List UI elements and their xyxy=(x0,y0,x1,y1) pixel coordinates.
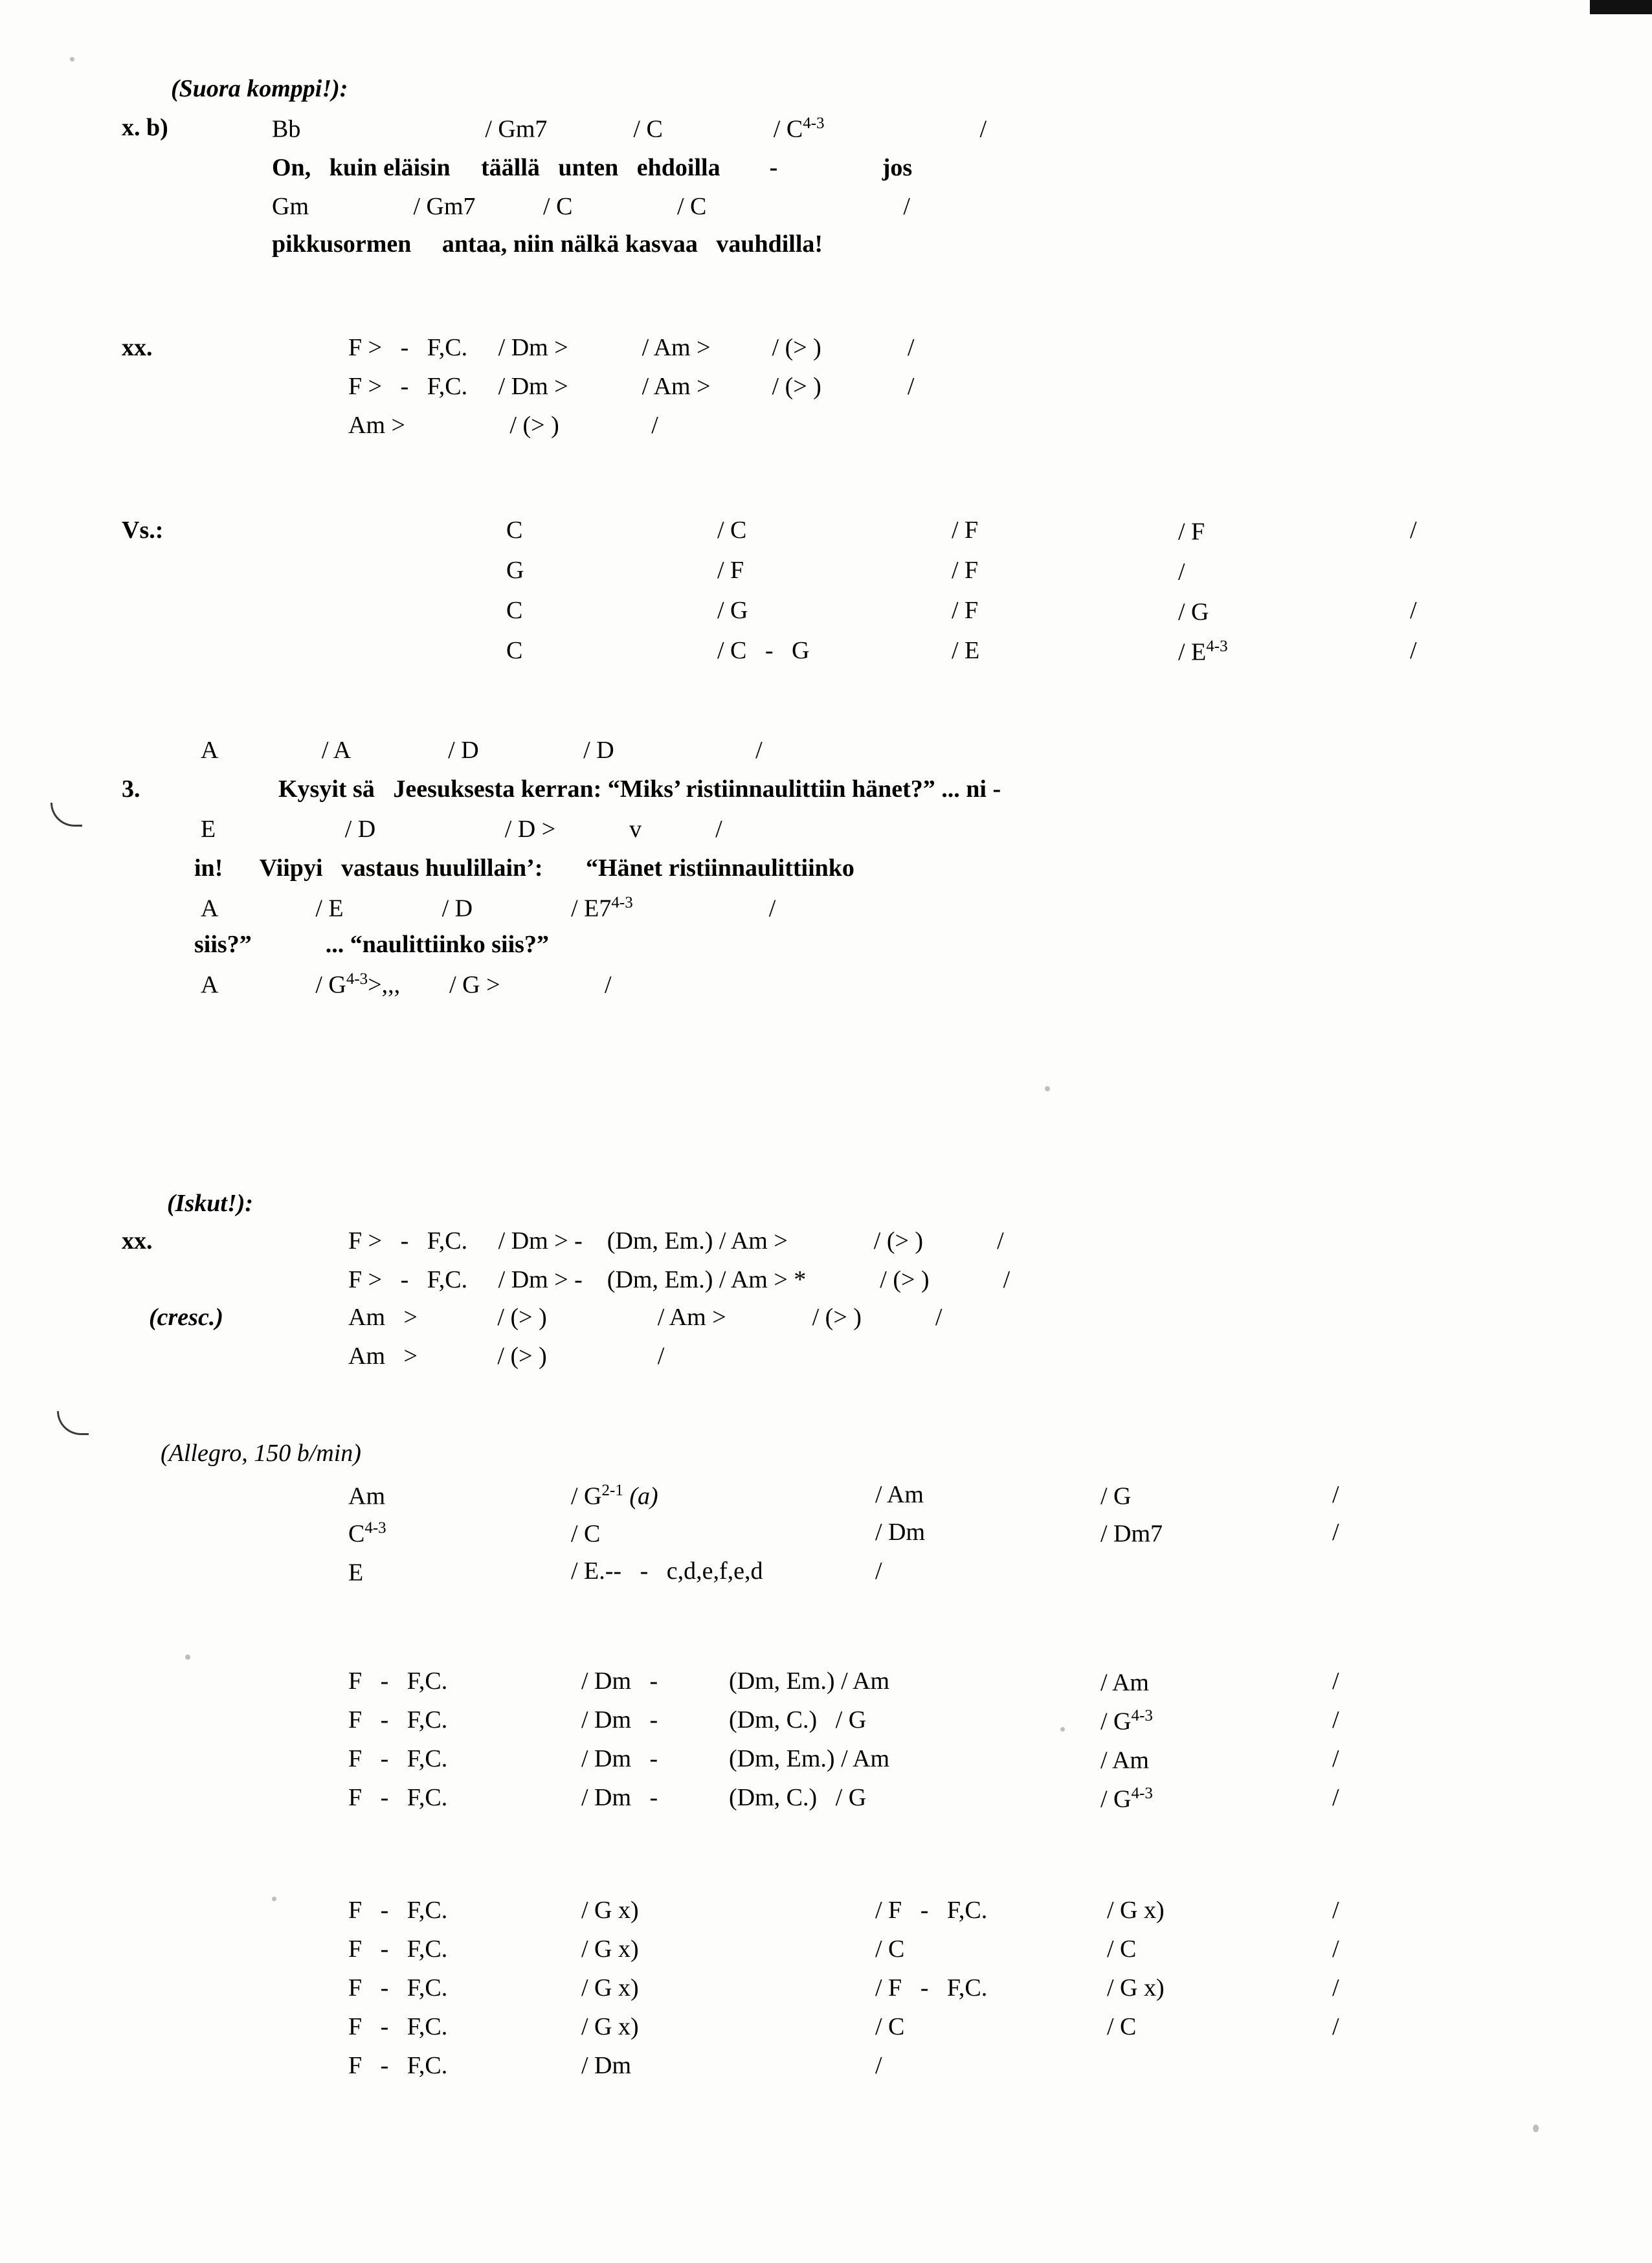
allegro2-cell-1: F - F,C. xyxy=(348,1745,448,1772)
allegro3-cell-end: / xyxy=(1332,1974,1339,2001)
allegro3-cell-2: / G x) xyxy=(581,2013,639,2040)
allegro-cell-2-text: / G xyxy=(571,1482,602,1510)
allegro2-cell-2: / Dm - xyxy=(581,1784,658,1811)
allegro3-cell-end: / xyxy=(1332,1897,1339,1924)
chord-line: Gm / Gm7 / C / C / xyxy=(272,193,910,220)
chord-line xyxy=(272,115,987,142)
vs-cell-4-text: / G xyxy=(1178,598,1209,626)
chord-row: Am > / (> ) / xyxy=(348,1343,665,1370)
vs-cell-3: / F xyxy=(952,597,979,624)
chord-row: Am > / (> ) / xyxy=(348,412,658,439)
scan-speck xyxy=(1533,2124,1539,2132)
allegro2-cell-4 xyxy=(1100,1746,1149,1773)
vs-cell-1: C xyxy=(506,517,523,544)
vs-cell-4-sup: 4-3 xyxy=(1206,638,1228,655)
allegro-cell-end: / xyxy=(1332,1519,1339,1546)
chord-line-tail: / xyxy=(979,115,987,143)
chord-superscript: 4-3 xyxy=(611,894,633,911)
allegro-cell-4-text: / G xyxy=(1100,1482,1132,1510)
section-heading-suora-komppi: (Suora komppi!): xyxy=(171,75,348,102)
vs-cell-end: / xyxy=(1410,637,1417,664)
allegro2-cell-end: / xyxy=(1332,1706,1339,1733)
allegro-cell-4-text: / Dm7 xyxy=(1100,1520,1163,1548)
vs-cell-4 xyxy=(1178,518,1205,544)
allegro2-cell-3: (Dm, Em.) / Am xyxy=(729,1667,890,1695)
marker-verse-3: 3. xyxy=(122,775,140,803)
chord-line-tail: / xyxy=(768,895,776,922)
allegro-cell-2-text: / E.-- - c,d,e,f,e,d xyxy=(571,1557,763,1585)
allegro-cell-4 xyxy=(1100,1482,1132,1509)
chord-row: F > - F,C. / Dm > - (Dm, Em.) / Am > * / (> ) / xyxy=(348,1266,1010,1293)
allegro3-cell-1: F - F,C. xyxy=(348,1897,448,1924)
scan-speck xyxy=(1045,1086,1050,1091)
allegro2-cell-4-sup: 4-3 xyxy=(1131,1785,1153,1802)
marker-x-b: x. b) xyxy=(122,114,168,141)
allegro3-cell-1: F - F,C. xyxy=(348,1974,448,2001)
allegro2-cell-4-sup: 4-3 xyxy=(1131,1707,1153,1724)
allegro2-cell-1: F - F,C. xyxy=(348,1784,448,1811)
section-heading-allegro: (Allegro, 150 b/min) xyxy=(161,1440,361,1467)
vs-cell-end: / xyxy=(1410,517,1417,544)
allegro-cell-4 xyxy=(1100,1520,1163,1546)
vs-cell-4-text: / E xyxy=(1178,638,1207,666)
marker-cresc: (cresc.) xyxy=(149,1304,223,1331)
allegro2-cell-4-text: / G xyxy=(1100,1785,1132,1813)
allegro2-cell-end: / xyxy=(1332,1667,1339,1695)
allegro2-cell-end: / xyxy=(1332,1784,1339,1811)
allegro-cell-1 xyxy=(348,1559,363,1585)
vs-cell-3: / F xyxy=(952,517,979,544)
allegro-cell-1-sup: 4-3 xyxy=(364,1519,386,1537)
allegro3-cell-3: / C xyxy=(875,1935,905,1963)
chord-line xyxy=(201,895,776,921)
allegro-cell-2-tail: (a) xyxy=(623,1482,658,1510)
allegro2-cell-1: F - F,C. xyxy=(348,1667,448,1695)
allegro-cell-1 xyxy=(348,1482,385,1509)
allegro-cell-2 xyxy=(571,1559,763,1583)
vs-cell-4-text: / F xyxy=(1178,518,1205,546)
chord-superscript: 4-3 xyxy=(803,115,825,132)
allegro-cell-2 xyxy=(571,1520,600,1546)
allegro3-cell-3: / F - F,C. xyxy=(875,1897,988,1924)
vs-cell-1: C xyxy=(506,597,523,624)
allegro3-cell-end: / xyxy=(1332,1935,1339,1963)
allegro2-cell-2: / Dm - xyxy=(581,1667,658,1695)
allegro2-cell-3: (Dm, Em.) / Am xyxy=(729,1745,890,1772)
lyric-line: in! Viipyi vastaus huulillain’: “Hänet ristiinnaulittiinko xyxy=(194,854,854,882)
allegro3-cell-2: / G x) xyxy=(581,1935,639,1963)
allegro3-cell-4: / G x) xyxy=(1107,1974,1165,2001)
allegro2-cell-4 xyxy=(1100,1785,1153,1812)
lyric-line: On, kuin eläisin täällä unten ehdoilla - jos xyxy=(272,154,913,181)
page-curl-mark-lower xyxy=(57,1411,89,1435)
allegro3-cell-1: F - F,C. xyxy=(348,2013,448,2040)
chord-line-text: A / G xyxy=(201,971,346,999)
allegro3-cell-2: / Dm xyxy=(581,2052,632,2079)
vs-cell-2: / C - G xyxy=(717,637,810,664)
chord-row: F > - F,C. / Dm > - (Dm, Em.) / Am > / (> ) / xyxy=(348,1227,1004,1254)
allegro2-cell-3: (Dm, C.) / G xyxy=(729,1706,867,1733)
allegro3-cell-4: / C xyxy=(1107,1935,1137,1963)
marker-xx-second: xx. xyxy=(122,1227,153,1254)
vs-cell-4 xyxy=(1178,638,1228,665)
allegro-cell-1-text: E xyxy=(348,1559,364,1587)
vs-cell-2: / F xyxy=(717,557,744,584)
chord-line-text: A / E / D / E7 xyxy=(201,895,612,922)
vs-cell-1: C xyxy=(506,637,523,664)
lyric-line: Kysyit sä Jeesuksesta kerran: “Miks’ ristiinnaulittiin hänet?” ... ni - xyxy=(278,775,1001,803)
allegro2-cell-4 xyxy=(1100,1669,1149,1695)
allegro3-cell-3: / F - F,C. xyxy=(875,1974,988,2001)
allegro3-cell-1: F - F,C. xyxy=(348,1935,448,1963)
vs-cell-2: / G xyxy=(717,597,748,624)
chord-row: F > - F,C. / Dm > / Am > / (> ) / xyxy=(348,334,915,361)
allegro2-cell-4 xyxy=(1100,1708,1153,1734)
allegro3-cell-2: / G x) xyxy=(581,1974,639,2001)
vs-cell-4 xyxy=(1178,598,1209,625)
allegro3-cell-4: / C xyxy=(1107,2013,1137,2040)
vs-cell-1: G xyxy=(506,557,524,584)
scan-speck xyxy=(1060,1727,1065,1732)
allegro2-cell-2: / Dm - xyxy=(581,1706,658,1733)
allegro3-cell-3: / xyxy=(875,2052,882,2079)
chord-row: Am > / (> ) / Am > / (> ) / xyxy=(348,1304,943,1331)
allegro2-cell-1: F - F,C. xyxy=(348,1706,448,1733)
vs-cell-4 xyxy=(1178,558,1185,585)
chord-line: A / A / D / D / xyxy=(201,737,763,764)
vs-cell-end: / xyxy=(1410,597,1417,624)
chord-line-tail: >,,, / G > / xyxy=(368,971,612,999)
chord-row: F > - F,C. / Dm > / Am > / (> ) / xyxy=(348,373,915,400)
allegro-cell-1-text: Am xyxy=(348,1482,385,1510)
allegro-cell-2-sup: 2-1 xyxy=(601,1482,623,1499)
allegro-cell-2 xyxy=(571,1482,658,1509)
section-heading-iskut: (Iskut!): xyxy=(167,1190,254,1217)
allegro-cell-2-text: / C xyxy=(571,1520,601,1548)
scan-speck xyxy=(272,1897,276,1901)
scan-speck xyxy=(185,1655,190,1660)
allegro2-cell-end: / xyxy=(1332,1745,1339,1772)
vs-cell-2: / C xyxy=(717,517,747,544)
allegro3-cell-end: / xyxy=(1332,2013,1339,2040)
lyric-line: pikkusormen antaa, niin nälkä kasvaa vauhdilla! xyxy=(272,230,823,258)
allegro2-cell-3: (Dm, C.) / G xyxy=(729,1784,867,1811)
scan-speck xyxy=(70,57,74,61)
page-curl-mark-upper xyxy=(50,803,82,827)
lyric-line: siis?” ... “naulittiinko siis?” xyxy=(194,931,549,958)
allegro3-cell-1: F - F,C. xyxy=(348,2052,448,2079)
chord-line xyxy=(201,971,612,998)
allegro3-cell-2: / G x) xyxy=(581,1897,639,1924)
vs-cell-3: / E xyxy=(952,637,980,664)
chord-line: E / D / D > v / xyxy=(201,816,722,843)
chord-superscript: 4-3 xyxy=(346,970,368,988)
allegro-cell-end: / xyxy=(1332,1481,1339,1508)
allegro-cell-3: / Dm xyxy=(875,1519,926,1546)
allegro-cell-3: / Am xyxy=(875,1481,924,1508)
top-right-black-mark xyxy=(1590,0,1652,14)
allegro2-cell-4-text: / Am xyxy=(1100,1746,1149,1774)
marker-vs: Vs.: xyxy=(122,517,164,544)
marker-xx-first: xx. xyxy=(122,334,153,361)
allegro2-cell-4-text: / G xyxy=(1100,1708,1132,1735)
allegro3-cell-3: / C xyxy=(875,2013,905,2040)
allegro-cell-1 xyxy=(348,1520,386,1546)
allegro-cell-3: / xyxy=(875,1557,882,1585)
chord-line-text: Bb / Gm7 / C / C xyxy=(272,115,803,143)
allegro2-cell-2: / Dm - xyxy=(581,1745,658,1772)
allegro-cell-1-text: C xyxy=(348,1520,365,1548)
vs-cell-3: / F xyxy=(952,557,979,584)
allegro3-cell-4: / G x) xyxy=(1107,1897,1165,1924)
allegro2-cell-4-text: / Am xyxy=(1100,1669,1149,1697)
vs-cell-4-text: / xyxy=(1178,558,1185,586)
